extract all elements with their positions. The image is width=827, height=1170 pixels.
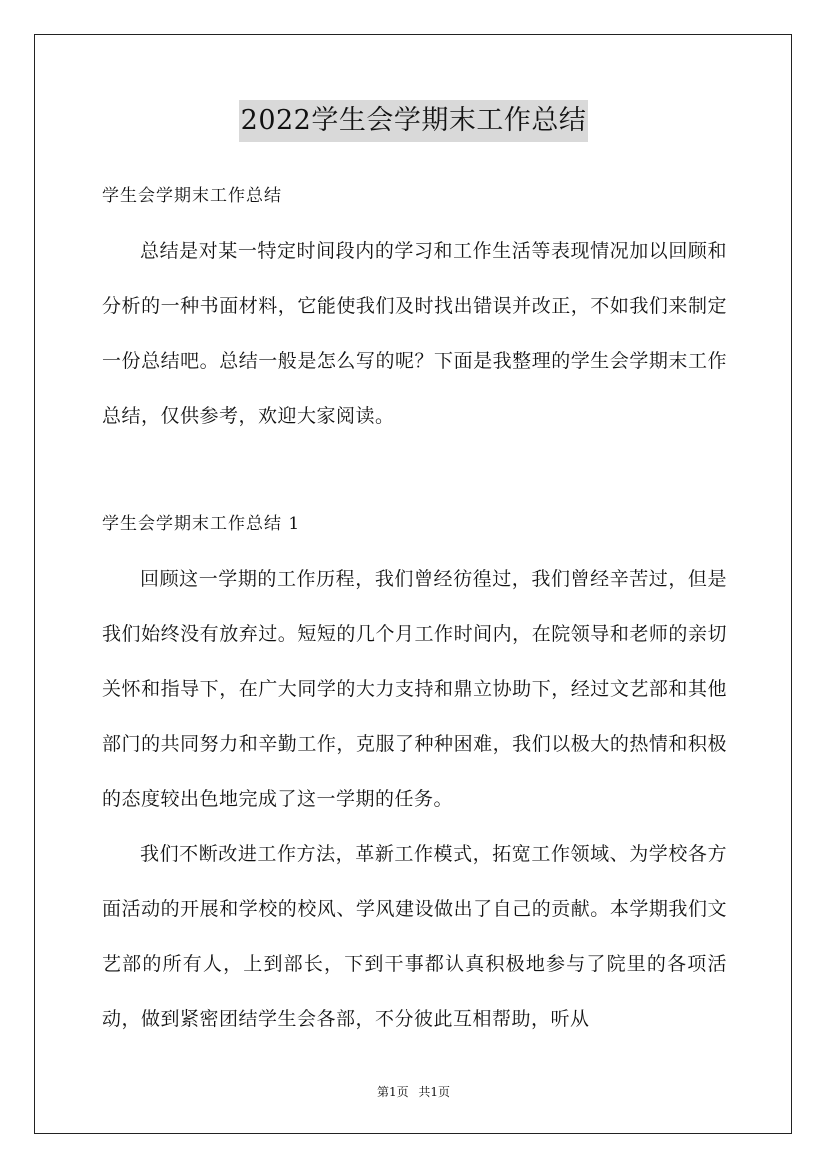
- section1-heading: 学生会学期末工作总结 1: [102, 514, 301, 534]
- intro-paragraph: 总结是对某一特定时间段内的学习和工作生活等表现情况加以回顾和分析的一种书面材料，它能使我们及时找出错误并改正，不如我们来制定一份总结吧。总结一般是怎么写的呢？下面是我整理的学生会学期末工作总结，仅供参考，欢迎大家阅读。: [102, 240, 727, 427]
- section-spacer: [102, 444, 727, 496]
- section1-paragraph-1: 回顾这一学期的工作历程，我们曾经彷徨过，我们曾经辛苦过，但是我们始终没有放弃过。短短的几个月工作时间内，在院领导和老师的亲切关怀和指导下，在广大同学的大力支持和鼎立协助下，经过文艺部和其他部门的共同努力和辛勤工作，克服了种种困难，我们以极大的热情和积极的态度较出色地完成了这一学期的任务。: [102, 568, 727, 810]
- page-number: 第1页: [376, 1085, 409, 1099]
- section1-paragraph-2: 我们不断改进工作方法，革新工作模式，拓宽工作领域、为学校各方面活动的开展和学校的校风、学风建设做出了自己的贡献。本学期我们文艺部的所有人，上到部长，下到干事都认真积极地参与了院里的各项活动，做到紧密团结学生会各部，不分彼此互相帮助，听从: [102, 843, 727, 1030]
- page-total: 共1页: [418, 1085, 451, 1099]
- page-footer: [0, 1083, 827, 1100]
- document-title: 2022学生会学期末工作总结: [239, 100, 589, 142]
- title-container: [0, 100, 827, 142]
- intro-heading: 学生会学期末工作总结: [102, 186, 282, 206]
- document-body: [102, 168, 727, 1047]
